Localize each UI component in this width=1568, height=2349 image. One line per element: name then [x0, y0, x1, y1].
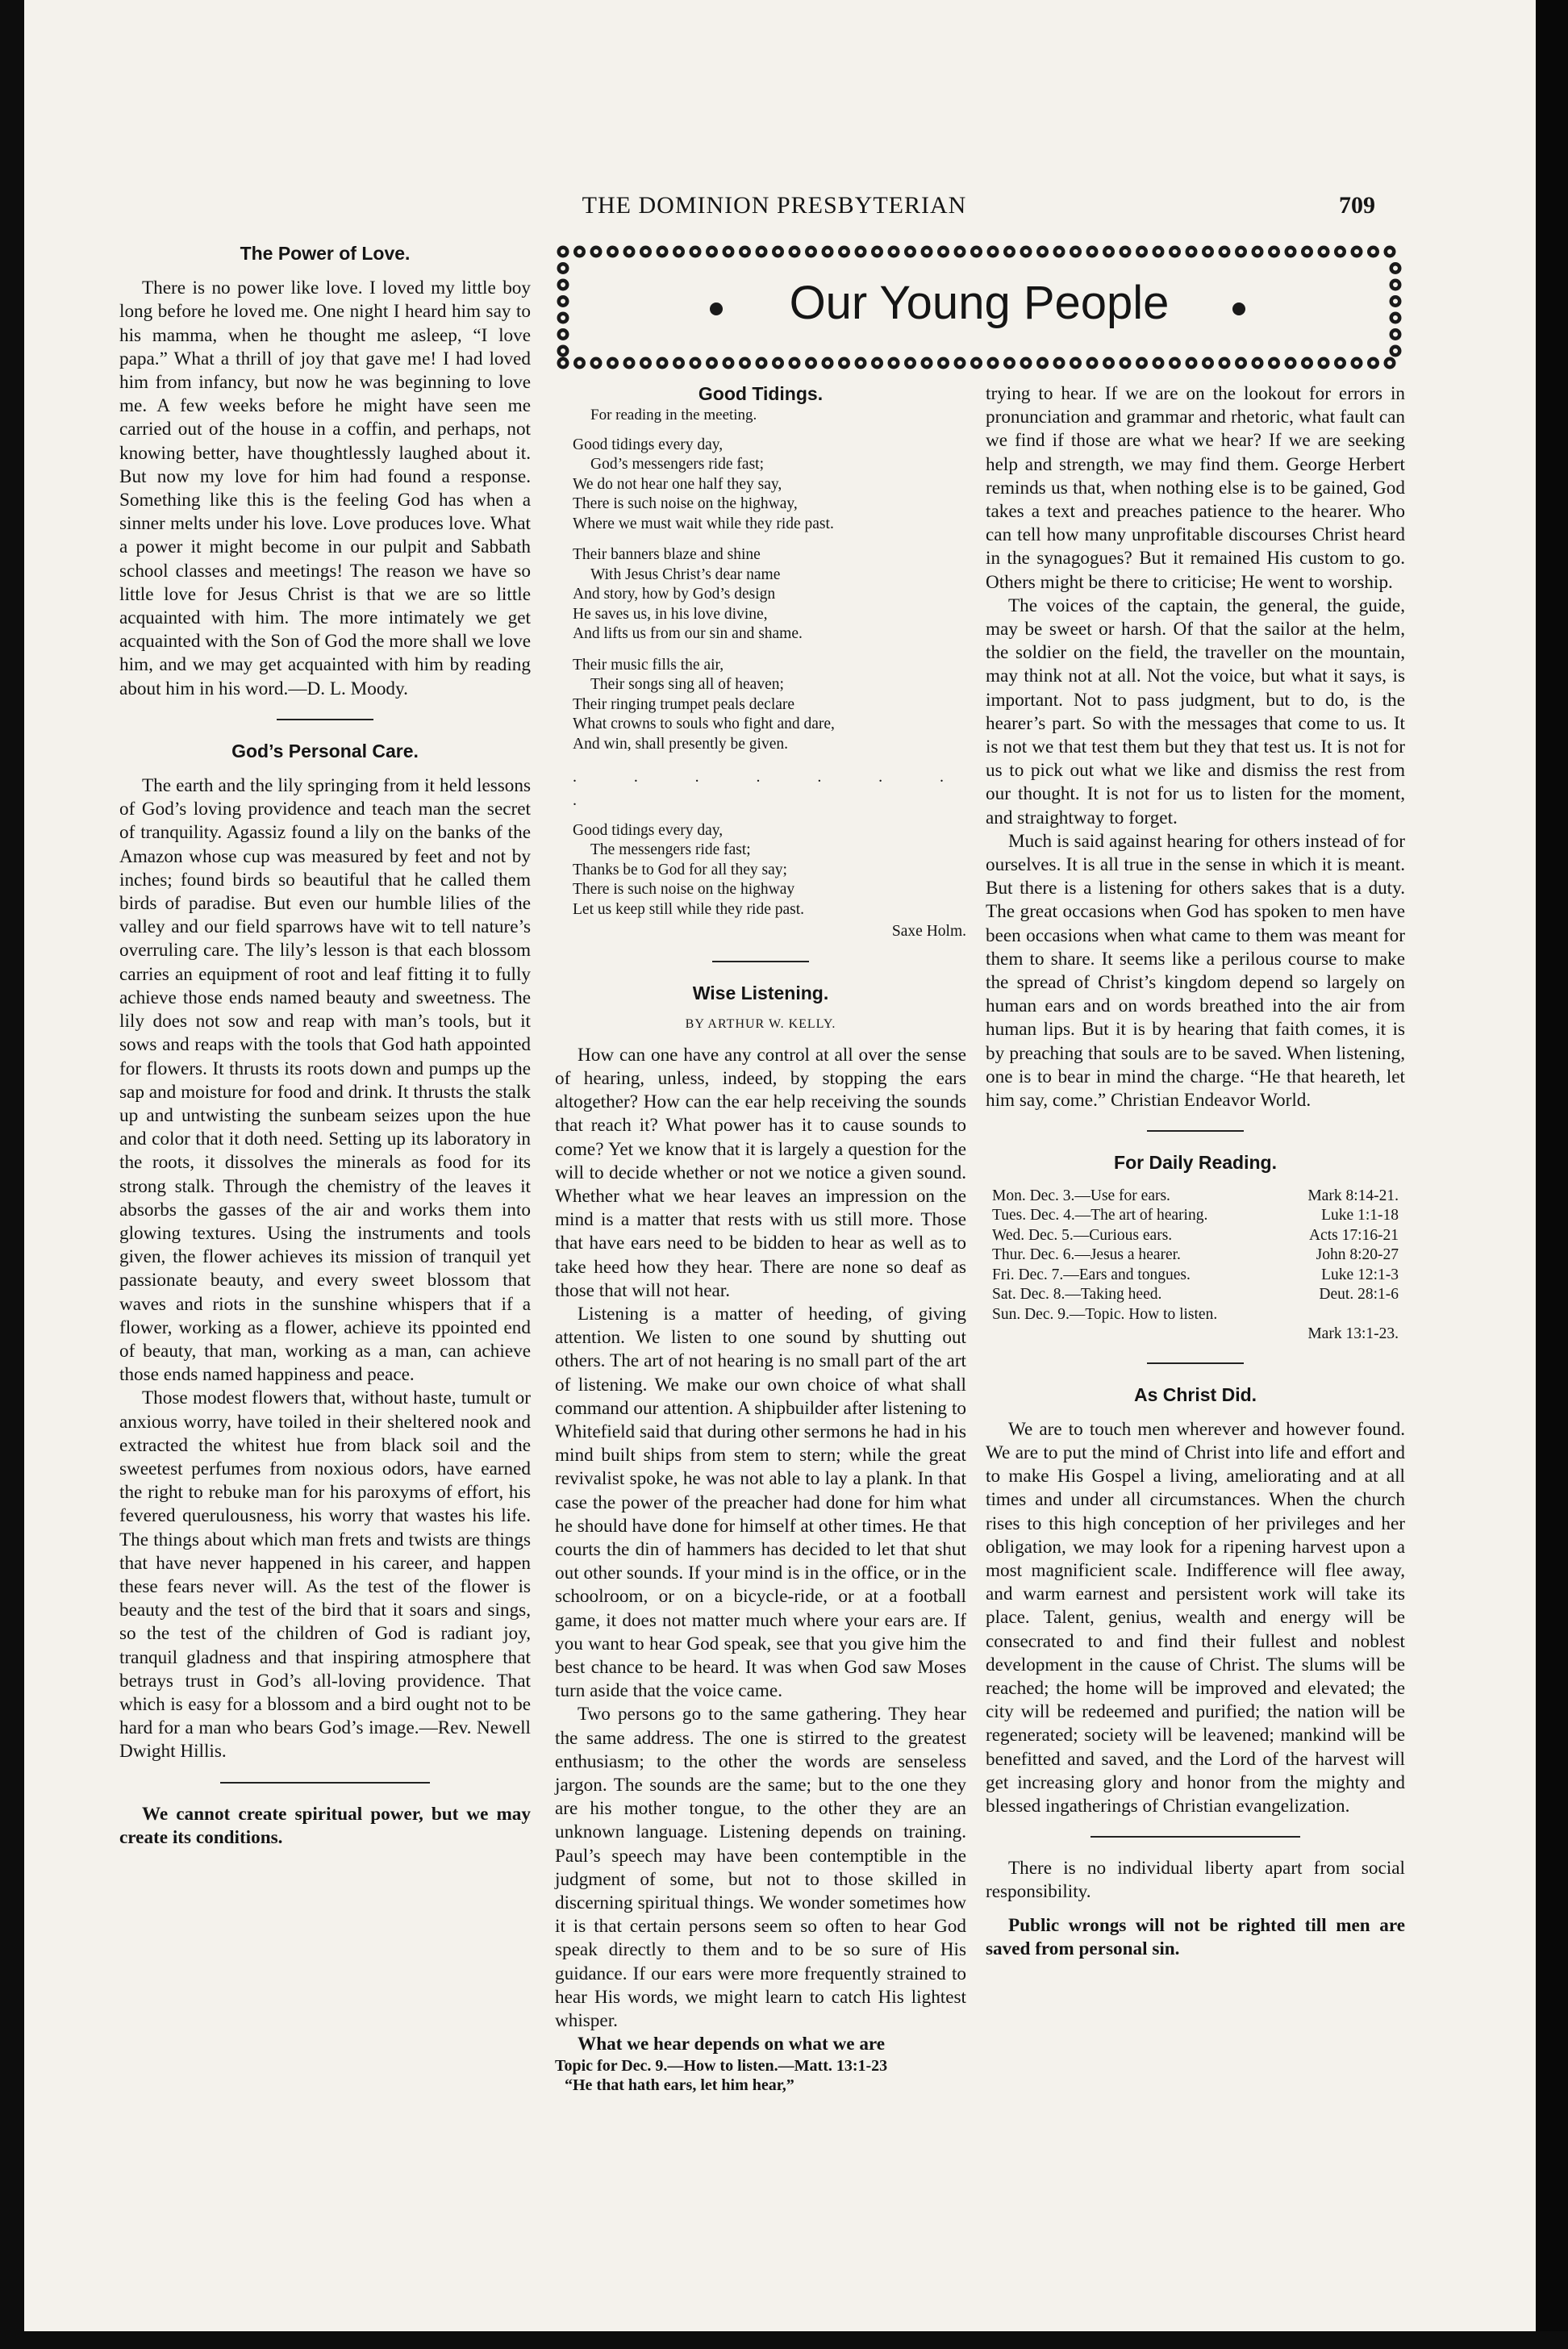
ornament-dot [888, 246, 900, 258]
ornament-dot [723, 246, 735, 258]
reading-day: Thur. Dec. 6.—Jesus a hearer. [992, 1246, 1181, 1263]
poem-author: Saxe Holm. [891, 923, 966, 941]
ornament-dot [1219, 246, 1231, 258]
ornament-dot [937, 357, 949, 369]
reading-row [992, 1245, 1399, 1266]
ornament-dot [772, 357, 784, 369]
ornament-dot [1235, 357, 1247, 369]
article-title: God’s Personal Care. [231, 740, 419, 761]
article-body: There is no power like love. I loved my little boy long before he loved me. One night I heard him say to his mamma, when he thought me asleep, “I love papa.” What a thrill of joy that gave me! I had loved him from infancy, but now he was beginning to love me. A few weeks before he might have seen me carried out of the house in a coffin, and perhaps, not knowing better, have thoughtlessly laughed about it. But now my love for him had found a response. Something like this is the feeling God has when a sinner melts under his love. Love produces love. What a power it might become in our pulpit and Sabbath school classes and meetings! The reason we have so little love for Jesus Christ is that we are so little acquainted with him. The more intimately we get acquainted with the Son of God the more shall we love him, and we may get acquainted with him by reading about him in his word.—D. L. Moody. [119, 277, 532, 699]
article-body: Those modest flowers that, without haste, tumult or anxious worry, have toiled in their sheltered nook and extracted the whitest hue from black soil and the sweetest perfumes from noxious odors, have earned the right to rebuke man for his paroxyms of effort, his fevered querulousness, his worry that wastes his life. The things about which man frets and twists are things that have never happened in his career, and happen these fears never will. As the test of the flower is beauty and the test of the bird that it soars and sings, so the test of the children of God is radiant joy, tranquil gladness and that inspiring atmosphere that betrays trust in God’s all-loving providence. That which is easy for a blossom and a bird ought not to be hard for a man who bears God’s image.—Rev. Newell Dwight Hillis. [119, 1387, 531, 1763]
column-middle [555, 382, 966, 2095]
ornament-dot [772, 246, 784, 258]
divider [1147, 1130, 1244, 1132]
ornament-dot [1390, 262, 1402, 274]
ornament-dot [822, 246, 834, 258]
ornament-dot [557, 357, 569, 369]
ornament-dot [855, 357, 867, 369]
ornament-dot [1120, 357, 1132, 369]
poem-line: Their ringing trumpet peals declare [573, 695, 795, 713]
ornament-dot [789, 246, 801, 258]
ornament-dot [640, 246, 652, 258]
ornament-dot [607, 357, 619, 369]
ornament-dot [1334, 357, 1346, 369]
reading-row [992, 1187, 1399, 1207]
ornament-dot [573, 357, 586, 369]
ornament-dot [987, 357, 999, 369]
article-title: The Power of Love. [240, 243, 411, 264]
ornament-dot [557, 262, 569, 274]
ornament-dot [1070, 246, 1082, 258]
poem-line: And story, how by God’s design [573, 586, 776, 603]
ornament-dot [690, 357, 702, 369]
reading-row [992, 1305, 1399, 1325]
ornament-dot [723, 357, 735, 369]
ornament-dot [805, 357, 817, 369]
ornament-dot [690, 246, 702, 258]
reading-ref: Luke 1:1-18 [1321, 1207, 1399, 1224]
poem-line: Good tidings every day, [573, 821, 724, 839]
reading-row [992, 1285, 1399, 1305]
ornament-dot [1136, 357, 1148, 369]
ornament-dot [1252, 246, 1264, 258]
ornament-dot [954, 357, 966, 369]
closing-quote: We cannot create spiritual power, but we may create its conditions. [119, 1803, 531, 1848]
banner-title: Our Young People [789, 277, 1170, 329]
ornament-dot [888, 357, 900, 369]
reading-day: Mon. Dec. 3.—Use for ears. [992, 1187, 1170, 1204]
article-body: The voices of the captain, the general, the guide, may be sweet or harsh. Of that the sailor at the helm, the soldier on the field, the traveller on the mountain, may think not at all. Not the voice, but what it says, is important. Not to pass judgment, but to do, is the hearer’s part. So with the messages that come to us. It is not we that test them but they that test us. It is not for us to pick out what we like and dismiss the rest from our thought. It is not for us to listen for the moment, and straightway to forget. [986, 595, 1405, 828]
article-body: Much is said against hearing for others instead of for ourselves. It is all true in the sense in which it is meant. But there is a listening for others sakes that is a duty. The great occasions when God has spoken to men have been occasions when what came to them was meant for them to share. It seems like a perilous course to make the spread of Christ’s kingdom depend so largely on human ears and on words breathed into the air from human lips. But it is by hearing that faith comes, it is by preaching that souls are to be saved. When listening, one is to bear in mind the charge. “He that heareth, let him say, come.” Christian Endeavor World. [986, 830, 1405, 1112]
poem-line: Their music fills the air, [573, 656, 724, 674]
article-title: Wise Listening. [692, 983, 829, 1004]
poem-line: He saves us, in his love divine, [573, 605, 768, 623]
ornament-dot [1036, 357, 1049, 369]
reading-day: Sun. Dec. 9.—Topic. How to listen. [992, 1305, 1218, 1323]
ornament-dot [871, 357, 883, 369]
ornament-dot [1086, 246, 1099, 258]
ornament-dot [805, 246, 817, 258]
ornament-dot [706, 357, 718, 369]
article-body: How can one have any control at all over the sense of hearing, unless, indeed, by stopping the ears altogether? How can the ear help receiving the sounds that reach it? What power has it to cause sounds to come? Yet we know that it is largely a question for the will to decide whether or not we notice a given sound. Whether what we hear leaves an impression on the mind is a matter that rests with us still more. Those that have ears need to be bidden to hear as well as to take heed how they hear. There are none so deaf as those that will not hear. [555, 1044, 966, 1301]
poem-line: Their banners blaze and shine [573, 546, 761, 564]
ornament-dot [1219, 357, 1231, 369]
poem-stanza [573, 436, 966, 535]
poem-stanza [573, 821, 966, 920]
reading-day: Sat. Dec. 8.—Taking heed. [992, 1286, 1162, 1303]
divider [277, 719, 373, 720]
column-left [119, 242, 531, 1850]
ornament-dot [1384, 357, 1396, 369]
reading-ref: Luke 12:1-3 [1321, 1266, 1399, 1283]
ornament-dot [838, 357, 850, 369]
poem-line: With Jesus Christ’s dear name [590, 565, 781, 583]
ornament-dot [871, 246, 883, 258]
poem-line: There is such noise on the highway [573, 881, 795, 899]
ornament-dot [1351, 357, 1363, 369]
reading-ref: Acts 17:16-21 [1308, 1226, 1399, 1244]
ornament-dot [1390, 345, 1402, 357]
poem-stanza [573, 656, 966, 755]
poem-line: God’s messengers ride fast; [590, 456, 764, 474]
ornament-dot [756, 357, 768, 369]
ornament-dot [1390, 328, 1402, 340]
ornament-dot [1301, 246, 1313, 258]
ornament-dot [789, 357, 801, 369]
reading-row [992, 1266, 1399, 1286]
ornament-dot [1268, 357, 1280, 369]
ornament-dot [855, 246, 867, 258]
divider [712, 961, 809, 962]
ornament-dot [590, 357, 603, 369]
poem-line: The messengers ride fast; [590, 841, 751, 859]
ornament-dot [623, 246, 636, 258]
ornament-dot [1103, 357, 1115, 369]
ornament-dot [673, 357, 685, 369]
daily-readings [992, 1187, 1399, 1345]
ornament-dot [557, 246, 569, 258]
section-title: For Daily Reading. [1114, 1152, 1277, 1174]
ornament-dot [623, 357, 636, 369]
ornament-dot [987, 246, 999, 258]
ornament-dot [1036, 246, 1049, 258]
ornament-dot [822, 357, 834, 369]
ornament-dot [1235, 246, 1247, 258]
topic-line: “He that hath ears, let him hear,” [565, 2076, 794, 2095]
article-body: Listening is a matter of heeding, of giving attention. We listen to one sound by shutting out others. The art of not hearing is no small part of the art of listening. We make our own choice of what shall command our attention. A shipbuilder after listening to Whitefield said that during other sermons he had in his mind built ships from stem to stern; while the great revivalist spoke, he was not able to lay a plank. In that case the power of the preacher had done for him what he should have done for himself at other times. He that courts the din of hammers has decided to let that shut out other sounds. If your mind is in the office, or in the schoolroom, or on a bicycle-ride, or at a football game, it does not matter much where your ears are. If you want to hear God speak, see that you give him the best chance to be heard. It was when God saw Moses turn aside that the voice came. [555, 1303, 966, 1702]
ornament-dot [1003, 357, 1015, 369]
article-body: trying to hear. If we are on the lookout for errors in pronunciation and grammar and rhetoric, what fault can we find if those are what we hear? If we are seeking help and strength, we may find them. George Herbert reminds us that, when nothing else is to be gained, God takes a text and preaches patience to the hearer. Who can tell how many unprofitable discourses Christ heard in the synagogues? But it remained His custom to go. Others might be there to criticise; He went to worship. [986, 383, 1405, 593]
ornament-dot [1367, 246, 1379, 258]
ornament-dot [590, 246, 603, 258]
ornament-dot [1252, 357, 1264, 369]
poem-line: We do not hear one half they say, [573, 475, 782, 493]
ornament-dot [921, 357, 933, 369]
ornament-dot [1053, 357, 1065, 369]
ornament-dot [1186, 246, 1198, 258]
ornament-dot [1301, 357, 1313, 369]
reading-row [992, 1206, 1399, 1226]
reading-ref: John 8:20-27 [1316, 1246, 1399, 1263]
article-body: We are to touch men wherever and however found. We are to put the mind of Christ into life and effort and to make His Gospel a living, ameliorating and at all times and under all circumstances. When the church rises to this high conception of her privileges and her obligation, we may look for a ripening harvest upon a most magnificient scale. Indifference will flee away, and warm earnest and persistent work will take its place. Talent, genius, wealth and energy will be consecrated to and find their fullest and noblest development in the cause of Christ. The slums will be reached; the home will be improved and elevated; the city will be redeemed and purified; the nation will be regenerated; society will be leavened; mankind will be benefitted and saved, and the Lord of the harvest will get increasing glory and honor from the mighty and blessed ingatherings of Christian evangelization. [986, 1418, 1405, 1817]
ornament-dot [706, 246, 718, 258]
poem-title: Good Tidings. [698, 383, 824, 404]
ornament-dot [657, 357, 669, 369]
divider [220, 1782, 430, 1784]
poem [573, 406, 966, 754]
ornament-dot [1202, 246, 1214, 258]
reading-day: Tues. Dec. 4.—The art of hearing. [992, 1207, 1208, 1224]
poem [573, 821, 966, 920]
ornament-dot [1136, 246, 1148, 258]
poem-line: Where we must wait while they ride past. [573, 515, 834, 532]
poem-line: Their songs sing all of heaven; [590, 676, 784, 694]
ornament-dot [921, 246, 933, 258]
ornament-dot [838, 246, 850, 258]
article-body: The earth and the lily springing from it held lessons of God’s loving providence and teach man the secret of tranquility. Agassiz found a lily on the banks of the Amazon whose cup was measured by feet and not by inches; found birds so beautiful that he called them birds of paradise. But even our humble lilies of the valley and our field sparrows have wit to tell nature’s overruling care. The lily’s lesson is that each blossom carries an equipment of root and leaf fitting it to fully achieve those ends named beauty and sweetness. The lily does not sow and reap with man’s tools, but it sows and reaps with the tools that God hath appointed for flowers. It thrusts its roots down and pumps up the sap and moisture for food and drink. It thrusts the stalk up and untwisting the sunbeam seizes upon the hue and color that it doth need. Setting up its laboratory in the roots, it dissolves the minerals as food for its strong stalk. Through the chemistry of the leaves it absorbs the gasses of the air and works them into glowing textures. Using the instruments and tools given, the flower achieves its mission of tranquil yet passionate beauty, and every sweet blossom that waves and riots in the sunshine whispers that if a flower, working as a flower, achieve its ppointed end of beauty, that man, working as a man, can achieve those ends named happiness and peace. [119, 775, 531, 1386]
ornament-dot [739, 357, 751, 369]
scan-left-edge [0, 0, 24, 2349]
poem-line: What crowns to souls who fight and dare, [573, 716, 835, 733]
ornament-dot [904, 357, 916, 369]
poem-line: And win, shall presently be given. [573, 735, 788, 753]
poem-line: There is such noise on the highway, [573, 495, 798, 513]
poem-stanza [573, 545, 966, 645]
ornament-dot [1318, 246, 1330, 258]
ornament-dot [1334, 246, 1346, 258]
ornament-dot [1285, 246, 1297, 258]
ornament-dot [970, 357, 982, 369]
stanza-ellipsis: . . . . . . . . [573, 768, 966, 810]
section-banner [555, 244, 1403, 371]
ornament-dot [1153, 246, 1165, 258]
ornament-dot [1103, 246, 1115, 258]
ornament-dot [1186, 357, 1198, 369]
poem-line: And lifts us from our sin and shame. [573, 625, 803, 643]
page-number: 709 [1339, 192, 1375, 219]
ornament-dot [557, 328, 569, 340]
divider [1091, 1836, 1300, 1838]
reading-ref: Mark 13:1-23. [1307, 1325, 1399, 1342]
ornament-dot [1169, 357, 1181, 369]
reading-row [992, 1226, 1399, 1246]
ornament-dot [1053, 246, 1065, 258]
ornament-dot [1318, 357, 1330, 369]
ornament-dot [557, 345, 569, 357]
ornament-dot [607, 246, 619, 258]
topic-line: Topic for Dec. 9.—How to listen.—Matt. 13:1-23 [555, 2057, 888, 2076]
column-right [986, 382, 1405, 1961]
ornament-dot [937, 246, 949, 258]
article-body: Public wrongs will not be righted till men are saved from personal sin. [986, 1914, 1405, 1959]
ornament-dot [739, 246, 751, 258]
scan-bottom-edge [0, 2331, 1568, 2349]
article-title: As Christ Did. [1133, 1383, 1257, 1405]
poem-line: Good tidings every day, [573, 436, 724, 453]
ornament-dot [904, 246, 916, 258]
ornament-dot [970, 246, 982, 258]
ornament-dot [1202, 357, 1214, 369]
ornament-dot [1268, 246, 1280, 258]
reading-day: Fri. Dec. 7.—Ears and tongues. [992, 1266, 1191, 1283]
ornament-dot [1120, 246, 1132, 258]
poem-subtitle: For reading in the meeting. [590, 407, 757, 424]
ornament-dot [1285, 357, 1297, 369]
ornament-dot [1020, 357, 1032, 369]
ornament-dot [573, 246, 586, 258]
reading-day: Wed. Dec. 5.—Curious ears. [992, 1226, 1173, 1244]
ornament-dot [1086, 357, 1099, 369]
poem-line: Thanks be to God for all they say; [573, 861, 787, 878]
ornament-dot [673, 246, 685, 258]
reading-ref: Deut. 28:1-6 [1319, 1286, 1399, 1303]
running-title: THE DOMINION PRESBYTERIAN [582, 192, 967, 219]
ornament-dot [1153, 357, 1165, 369]
ornament-dot [1367, 357, 1379, 369]
ornament-dot [1351, 246, 1363, 258]
ornament-dot [1384, 246, 1396, 258]
ornament-dot [640, 357, 652, 369]
ornament-dot [1003, 246, 1015, 258]
reading-ref: Mark 8:14-21. [1307, 1187, 1399, 1204]
article-body: What we hear depends on what we are [578, 2034, 886, 2055]
ornament-dot [657, 246, 669, 258]
ornament-dot [1169, 246, 1181, 258]
byline: BY ARTHUR W. KELLY. [685, 1016, 836, 1031]
scan-right-edge [1536, 0, 1568, 2349]
ornament-dot [756, 246, 768, 258]
article-body: Two persons go to the same gathering. They hear the same address. The one is stirred to the greatest enthusiasm; to the other the words are senseless jargon. The sounds are the same; but to the one they are his mother tongue, to the other they are an unknown language. Listening depends on training. Paul’s speech may have been contemptible in the judgment of some, but not to those skilled in discerning spiritual things. We wonder sometimes how it is that certain persons seem so often to hear God speak directly to them and to be so sure of His guidance. If our ears were more frequently strained to hear His words, we might learn to catch His lightest whisper. [555, 1704, 966, 2032]
ornament-dot [1070, 357, 1082, 369]
ornament-dot [1020, 246, 1032, 258]
divider [1147, 1362, 1244, 1364]
article-body: There is no individual liberty apart from social responsibility. [986, 1858, 1405, 1903]
ornament-dot [954, 246, 966, 258]
poem-line: Let us keep still while they ride past. [573, 900, 805, 918]
